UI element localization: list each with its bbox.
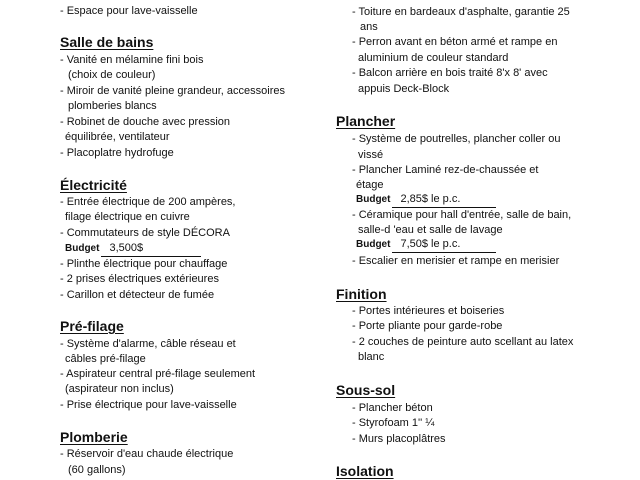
section-title-isolation: Isolation: [336, 463, 394, 479]
section-title-sous-sol: Sous-sol: [336, 382, 396, 398]
budget-electricite: [65, 241, 201, 257]
list-item: - Portes intérieures et boiseries: [352, 305, 505, 317]
budget-value: 7,50$ le p.c.: [392, 237, 496, 253]
section-title-plomberie: Plomberie: [60, 429, 128, 445]
list-item: (choix de couleur): [68, 69, 156, 81]
list-item: - Toiture en bardeaux d'asphalte, garantie 25: [352, 6, 570, 18]
list-item: - Plancher Laminé rez-de-chaussée et: [352, 164, 539, 176]
section-title-finition: Finition: [336, 286, 387, 302]
list-item: - Escalier en merisier et rampe en merisier: [352, 255, 560, 267]
list-item: - Miroir de vanité pleine grandeur, accessoires: [60, 85, 286, 97]
list-item: - Murs placoplâtres: [352, 433, 446, 445]
list-item: - Placoplatre hydrofuge: [60, 147, 174, 159]
list-item: - Commutateurs de style DÉCORA: [60, 227, 230, 239]
section-title-prefilage: Pré-filage: [60, 318, 124, 334]
list-item: - Espace pour lave-vaisselle: [60, 5, 198, 17]
list-item: appuis Deck-Block: [358, 83, 450, 95]
list-item: salle-d 'eau et salle de lavage: [358, 224, 503, 236]
list-item: - Réservoir d'eau chaude électrique: [60, 448, 234, 460]
list-item: plomberies blancs: [68, 100, 157, 112]
list-item: - Perron avant en béton armé et rampe en: [352, 36, 558, 48]
list-item: - Aspirateur central pré-filage seulement: [60, 368, 256, 380]
list-item: - Vanité en mélamine fini bois: [60, 54, 204, 66]
budget-plancher-lamine: [356, 192, 496, 208]
budget-value: 3,500$: [101, 241, 201, 257]
list-item: - Robinet de douche avec pression: [60, 116, 230, 128]
list-item: - 2 couches de peinture auto scellant au latex: [352, 336, 574, 348]
list-item: - Système d'alarme, câble réseau et: [60, 338, 236, 350]
budget-value: 2,85$ le p.c.: [392, 192, 496, 208]
list-item: - Carillon et détecteur de fumée: [60, 289, 215, 301]
section-title-plancher: Plancher: [336, 113, 396, 129]
list-item: équilibrée, ventilateur: [65, 131, 170, 143]
list-item: aluminium de couleur standard: [358, 52, 509, 64]
section-title-electricite: Électricité: [60, 177, 127, 193]
list-item: étage: [356, 179, 384, 191]
list-item: - 2 prises électriques extérieures: [60, 273, 219, 285]
list-item: - Balcon arrière en bois traité 8'x 8' avec: [352, 67, 548, 79]
list-item: filage électrique en cuivre: [65, 211, 190, 223]
list-item: (60 gallons): [68, 464, 126, 476]
list-item: - Porte pliante pour garde-robe: [352, 320, 503, 332]
list-item: - Styrofoam 1'' ¼: [352, 417, 435, 429]
list-item: - Plancher béton: [352, 402, 433, 414]
list-item: - Plinthe électrique pour chauffage: [60, 258, 228, 270]
list-item: - Système de poutrelles, plancher coller ou: [352, 133, 561, 145]
list-item: câbles pré-filage: [65, 353, 146, 365]
list-item: - Prise électrique pour lave-vaisselle: [60, 399, 237, 411]
budget-label: Budget: [356, 239, 391, 250]
list-item: - Entrée électrique de 200 ampères,: [60, 196, 236, 208]
list-item: - Céramique pour hall d'entrée, salle de bain,: [352, 209, 572, 221]
list-item: ans: [360, 21, 378, 33]
section-title-salle-de-bains: Salle de bains: [60, 34, 154, 50]
budget-plancher-ceramique: [356, 237, 496, 253]
list-item: blanc: [358, 351, 385, 363]
list-item: (aspirateur non inclus): [65, 383, 174, 395]
budget-label: Budget: [356, 194, 391, 205]
budget-label: Budget: [65, 243, 100, 254]
list-item: vissé: [358, 149, 384, 161]
